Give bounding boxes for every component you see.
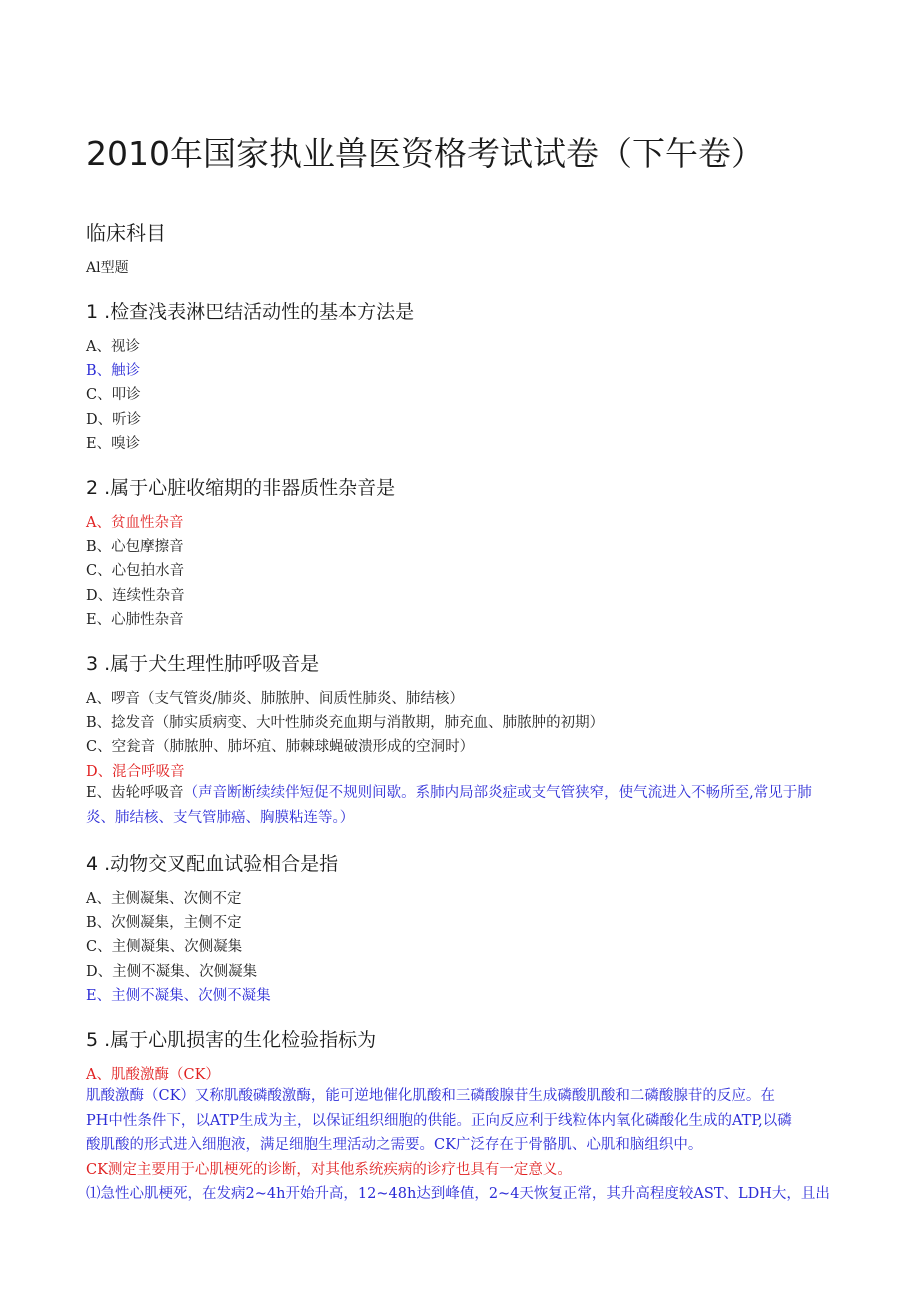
exam-title: 2010年国家执业兽医资格考试试卷（下午卷） [86,134,764,173]
question-4-stem: 4 .动物交叉配血试验相合是指 [86,853,339,875]
question-3-option-e-label: E、齿轮呼吸音 [86,785,184,801]
explanation-line: PH中性条件下，以ATP生成为主，以保证组织细胞的供能。正向反应利于线粒体内氧化磷酸化生成的ATP,以磷 [86,1112,792,1129]
question-4-option-d: D、主侧不凝集、次侧凝集 [86,964,258,980]
question-4-option-e: E、主侧不凝集、次侧不凝集 [86,988,271,1004]
question-1-stem: 1 .检查浅表淋巴结活动性的基本方法是 [86,301,415,323]
section-heading: 临床科目 [86,221,166,245]
question-1-option-d: D、听诊 [86,412,142,428]
explanation-line: 肌酸激酶（CK）又称肌酸磷酸激酶，能可逆地催化肌酸和三磷酸腺苷生成磷酸肌酸和二磷酸腺苷的反应。在 [86,1088,775,1104]
question-2-option-c: C、心包拍水音 [86,563,185,579]
explanation-line: ⑴急性心肌梗死，在发病2~4h开始升高，12~48h达到峰值，2~4天恢复正常，其升高程度较AST、LDH大，且出 [86,1186,830,1202]
question-4-option-a: A、主侧凝集、次侧不定 [86,891,242,907]
question-2-option-e: E、心肺性杂音 [86,612,184,628]
question-5-option-a: A、肌酸激酶（CK） [86,1067,220,1083]
question-type-label: Al型题 [86,260,129,276]
question-2-option-b: B、心包摩擦音 [86,539,184,555]
question-2-stem: 2 .属于心脏收缩期的非器质性杂音是 [86,477,396,499]
question-3-option-d: D、混合呼吸音 [86,764,185,780]
question-5-explanation [86,1084,836,1207]
question-3-option-a: A、啰音（支气管炎/肺炎、肺脓肿、间质性肺炎、肺结核） [86,691,464,707]
question-2-option-a: A、贫血性杂音 [86,515,184,531]
question-4-option-c: C、主侧凝集、次侧凝集 [86,939,243,955]
question-3-option-e [86,781,836,830]
question-5-stem: 5 .属于心肌损害的生化检验指标为 [86,1029,377,1051]
question-3-option-e-note: （声音断断续续伴短促不规则间歇。系肺内局部炎症或支气管狭窄，使气流进入不畅所至,常见于肺炎、肺结核、支气管肺癌、胸膜粘连等。） [86,785,812,826]
question-3-option-b: B、捻发音（肺实质病变、大叶性肺炎充血期与消散期，肺充血、肺脓肿的初期） [86,715,605,731]
question-1-option-a: A、视诊 [86,339,140,355]
question-4-option-b: B、次侧凝集，主侧不定 [86,915,242,931]
question-3-option-c: C、空瓮音（肺脓肿、肺坏疽、肺棘球蝇破溃形成的空洞时） [86,739,475,755]
question-1-option-e: E、嗅诊 [86,436,141,452]
question-1-option-b: B、触诊 [86,363,141,379]
question-1-option-c: C、叩诊 [86,387,141,403]
explanation-line: 酸肌酸的形式进入细胞液，满足细胞生理活动之需要。CK广泛存在于骨骼肌、心肌和脑组织中。 [86,1137,703,1153]
question-3-stem: 3 .属于犬生理性肺呼吸音是 [86,653,320,675]
question-2-option-d: D、连续性杂音 [86,588,185,604]
explanation-line-highlight: CK测定主要用于心肌梗死的诊断，对其他系统疾病的诊疗也具有一定意义。 [86,1161,572,1178]
